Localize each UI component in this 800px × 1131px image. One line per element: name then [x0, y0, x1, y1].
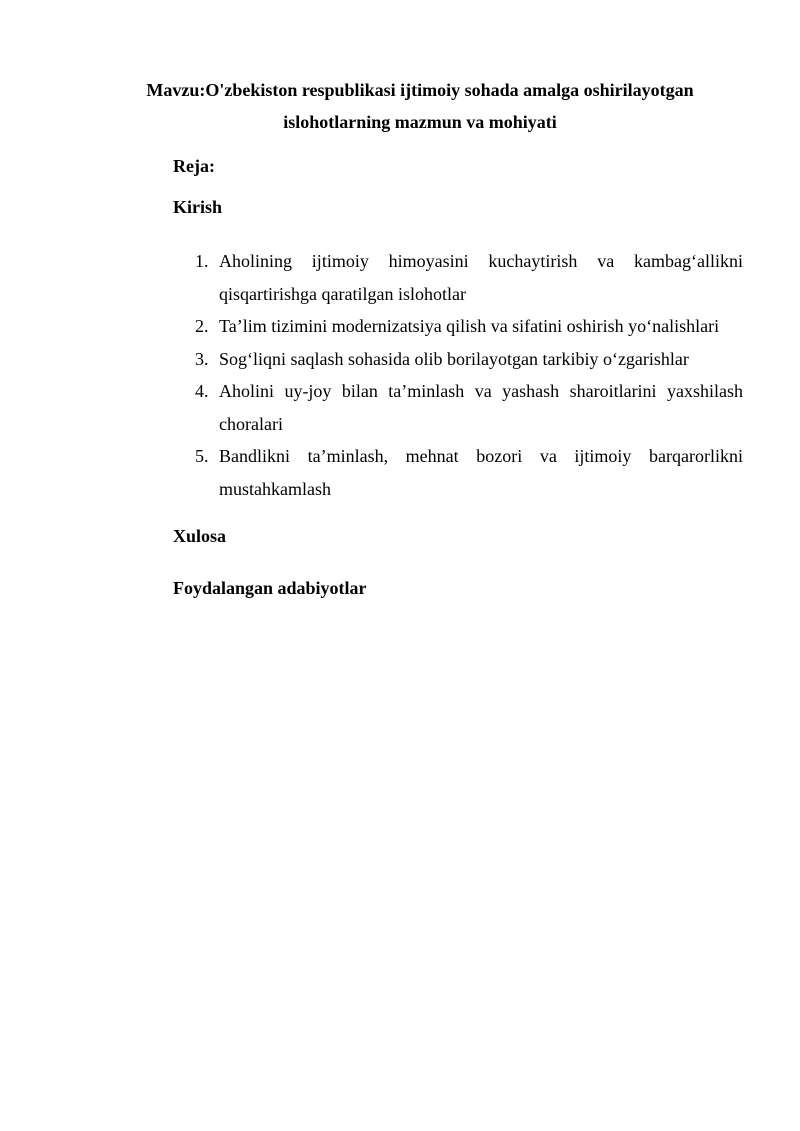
conclusion-heading: Xulosa	[173, 526, 227, 546]
intro-heading: Kirish	[173, 197, 223, 217]
list-item-number: 3.	[195, 348, 209, 369]
list-item-number: 5.	[195, 446, 209, 466]
document-title: Mavzu:O'zbekiston respublikasi ijtimoiy sohada amalga oshirilayotgan islohotlarning mazmun va mohiyati	[146, 80, 694, 132]
list-item	[173, 310, 743, 343]
list-item	[173, 343, 743, 376]
list-item	[173, 440, 743, 505]
list-item	[173, 245, 743, 310]
plan-list	[173, 245, 743, 505]
list-item-text: Sog‘liqni saqlash sohasida olib borilayotgan tarkibiy o‘zgarishlar	[219, 348, 689, 369]
list-item-text: Aholining ijtimoiy himoyasini kuchaytirish va kambag‘allikni qisqartirishga qaratilgan islohotlar	[219, 251, 743, 304]
list-item	[173, 375, 743, 440]
list-item-text: Ta’lim tizimini modernizatsiya qilish va sifatini oshirish yo‘nalishlari	[219, 316, 720, 336]
list-item-number: 2.	[195, 316, 209, 336]
list-item-number: 4.	[195, 381, 209, 401]
list-item-text: Bandlikni ta’minlash, mehnat bozori va ijtimoiy barqarorlikni mustahkamlash	[219, 446, 743, 499]
plan-heading: Reja:	[173, 156, 215, 176]
list-item-number: 1.	[195, 251, 209, 271]
references-heading: Foydalangan adabiyotlar	[173, 578, 367, 598]
list-item-text: Aholini uy-joy bilan ta’minlash va yashash sharoitlarini yaxshilash choralari	[219, 381, 743, 434]
